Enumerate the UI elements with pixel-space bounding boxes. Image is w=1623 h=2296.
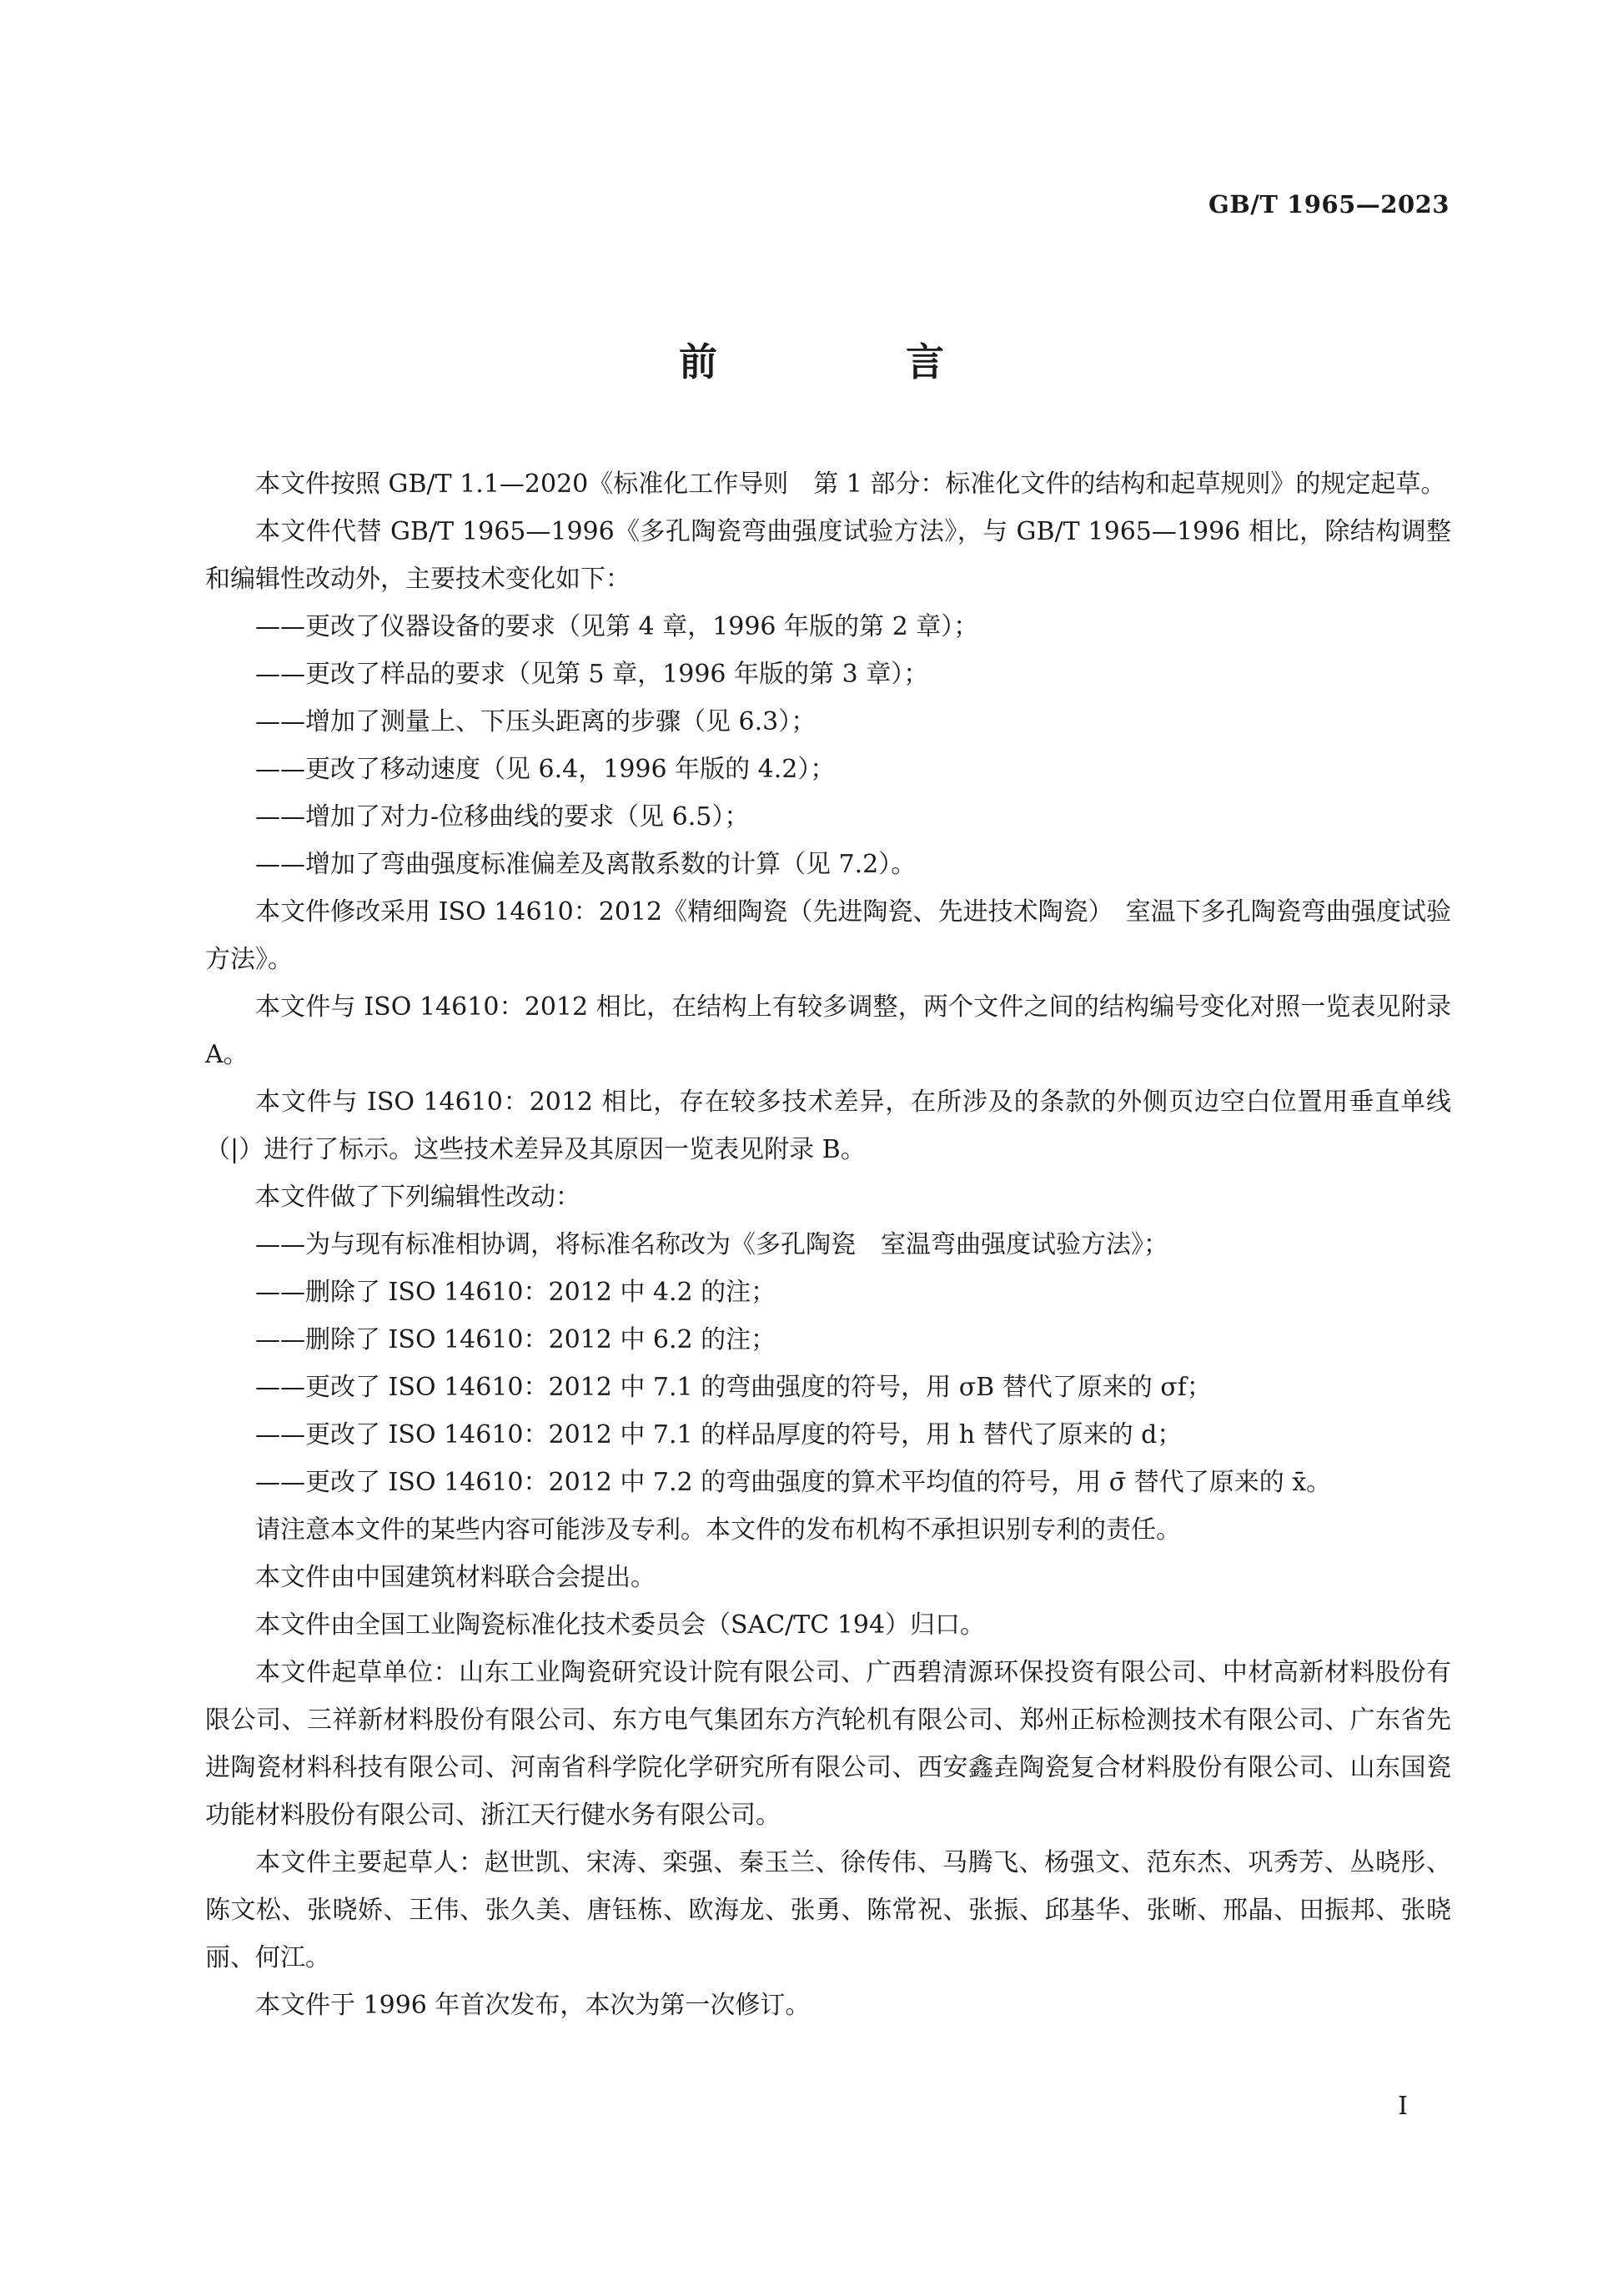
list-item: ——增加了测量上、下压头距离的步骤（见 6.3）； — [255, 707, 817, 736]
paragraph: 本文件代替 GB/T 1965—1996《多孔陶瓷弯曲强度试验方法》，与 GB/T 1965—1996 相比，除结构调整和编辑性改动外，主要技术变化如下： — [205, 517, 1451, 594]
list-item: ——删除了 ISO 14610：2012 中 4.2 的注； — [255, 1278, 776, 1307]
list-item: ——更改了仪器设备的要求（见第 4 章，1996 年版的第 2 章）； — [255, 612, 979, 641]
foreword-body — [205, 460, 1451, 2029]
page-number: I — [1398, 2092, 1408, 2121]
list-item: ——增加了弯曲强度标准偏差及离散系数的计算（见 7.2）。 — [255, 850, 917, 879]
list-item: ——为与现有标准相协调，将标准名称改为《多孔陶瓷 室温弯曲强度试验方法》； — [255, 1230, 1168, 1259]
list-item: ——更改了移动速度（见 6.4，1996 年版的 4.2）； — [255, 755, 836, 784]
list-item: ——增加了对力-位移曲线的要求（见 6.5）； — [255, 802, 750, 831]
list-item: ——删除了 ISO 14610：2012 中 6.2 的注； — [255, 1325, 776, 1354]
paragraph: 本文件主要起草人：赵世凯、宋涛、栾强、秦玉兰、徐传伟、马腾飞、杨强文、范东杰、巩秀芳、丛晓彤、陈文松、张晓娇、王伟、张久美、唐钰栋、欧海龙、张勇、陈常祝、张振、邱基华、张晰、邢晶、田振邦、张晓丽、何江。 — [205, 1848, 1451, 1972]
paragraph: 本文件按照 GB/T 1.1—2020《标准化工作导则 第 1 部分：标准化文件的结构和起草规则》的规定起草。 — [255, 470, 1446, 499]
paragraph: 本文件与 ISO 14610：2012 相比，在结构上有较多调整，两个文件之间的结构编号变化对照一览表见附录 A。 — [205, 992, 1451, 1069]
list-item: ——更改了 ISO 14610：2012 中 7.1 的弯曲强度的符号，用 σB 替代了原来的 σf； — [255, 1373, 1212, 1402]
paragraph: 本文件由中国建筑材料联合会提出。 — [255, 1563, 656, 1592]
paragraph: 本文件与 ISO 14610：2012 相比，存在较多技术差异，在所涉及的条款的外侧页边空白位置用垂直单线（|）进行了标示。这些技术差异及其原因一览表见附录 B。 — [205, 1088, 1451, 1164]
list-item: ——更改了样品的要求（见第 5 章，1996 年版的第 3 章）； — [255, 660, 929, 689]
paragraph: 本文件修改采用 ISO 14610：2012《精细陶瓷（先进陶瓷、先进技术陶瓷） 室温下多孔陶瓷弯曲强度试验方法》。 — [205, 897, 1451, 974]
paragraph: 本文件做了下列编辑性改动： — [255, 1183, 580, 1212]
list-item: ——更改了 ISO 14610：2012 中 7.2 的弯曲强度的算术平均值的符号，用 σ̄ 替代了原来的 x̄。 — [255, 1468, 1332, 1497]
paragraph: 本文件起草单位：山东工业陶瓷研究设计院有限公司、广西碧清源环保投资有限公司、中材高新材料股份有限公司、三祥新材料股份有限公司、东方电气集团东方汽轮机有限公司、郑州正标检测技术有限公司、广东省先进陶瓷材料科技有限公司、河南省科学院化学研究所有限公司、西安鑫垚陶瓷复合材料股份有限公司、山东国瓷功能材料股份有限公司、浙江天行健水务有限公司。 — [205, 1658, 1451, 1830]
document-code: GB/T 1965—2023 — [1208, 190, 1450, 219]
paragraph: 请注意本文件的某些内容可能涉及专利。本文件的发布机构不承担识别专利的责任。 — [255, 1515, 1181, 1545]
paragraph: 本文件由全国工业陶瓷标准化技术委员会（SAC/TC 194）归口。 — [255, 1610, 986, 1640]
page-title: 前 言 — [679, 339, 1019, 384]
list-item: ——更改了 ISO 14610：2012 中 7.1 的样品厚度的符号，用 h 替代了原来的 d； — [255, 1420, 1183, 1449]
paragraph: 本文件于 1996 年首次发布，本次为第一次修订。 — [255, 1991, 811, 2020]
